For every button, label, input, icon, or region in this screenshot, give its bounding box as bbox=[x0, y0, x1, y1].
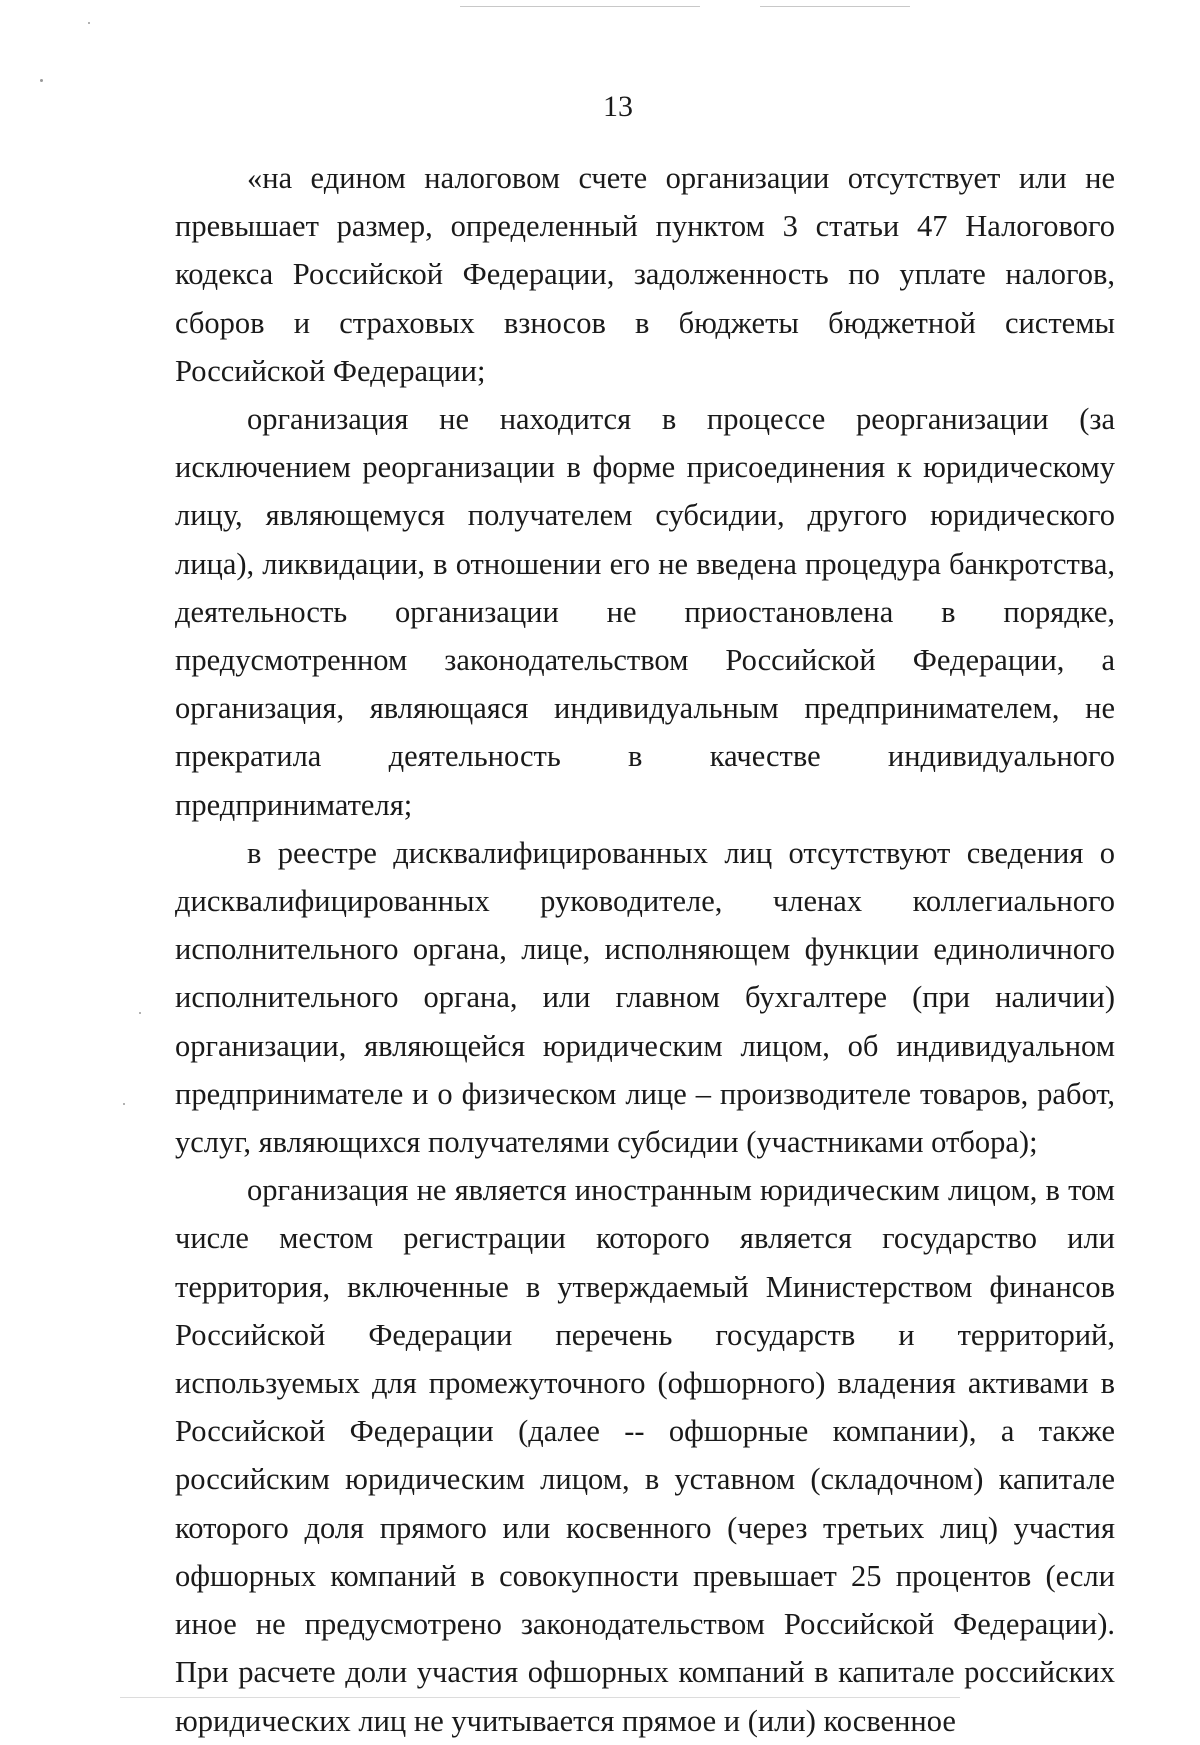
paragraph-reorganization: организация не находится в процессе реорганизации (за исключением реорганизации в форме присоединения к юридическому лицу, являющемуся получателем субсидии, другого юридического лица), ликвидации, в отношении его не введена процедура банкротства, деятельность организации не приостановлена в порядке, предусмотренном законодательством Российской Федерации, а организация, являющаяся индивидуальным предпринимателем, не прекратила деятельность в качестве индивидуального предпринимателя; bbox=[175, 402, 1115, 822]
scan-artifact-dot bbox=[40, 79, 43, 82]
paragraph-disqualified-registry: в реестре дисквалифицированных лиц отсутствуют сведения о дисквалифицированных руководителе, членах коллегиального исполнительного органа, лице, исполняющем функции единоличного исполнительного органа, или главном бухгалтере (при наличии) организации, являющейся юридическим лицом, об индивидуальном предпринимателе и о физическом лице – производителе товаров, работ, услуг, являющихся получателями субсидии (участниками отбора); bbox=[175, 835, 1115, 1160]
scan-artifact-dot bbox=[123, 1103, 125, 1105]
scan-artifact-top-line bbox=[760, 6, 910, 7]
scan-artifact-dot bbox=[139, 1012, 141, 1014]
paragraph-tax-debt: «на едином налоговом счете организации отсутствует или не превышает размер, определенный пунктом 3 статьи 47 Налогового кодекса Российской Федерации, задолженность по уплате налогов, сборов и страховых взносов в бюджеты бюджетной системы Российской Федерации; bbox=[175, 161, 1115, 388]
scan-artifact-dot bbox=[88, 22, 90, 24]
paragraph-offshore: организация не является иностранным юридическим лицом, в том числе местом регистрации которого является государство или территория, включенные в утверждаемый Министерством финансов Российской Федерации перечень государств и территорий, используемых для промежуточного (офшорного) владения активами в Российской Федерации (далее -- офшорные компании), а также российским юридическим лицом, в уставном (складочном) капитале которого доля прямого или косвенного (через третьих лиц) участия офшорных компаний в совокупности превышает 25 процентов (если иное не предусмотрено законодательством Российской Федерации). При расчете доли участия офшорных компаний в капитале российских юридических лиц не учитывается прямое и (или) косвенное bbox=[175, 1173, 1115, 1738]
scan-artifact-top-line bbox=[460, 6, 700, 7]
page-number: 13 bbox=[603, 90, 633, 123]
document-body bbox=[175, 154, 1115, 1745]
